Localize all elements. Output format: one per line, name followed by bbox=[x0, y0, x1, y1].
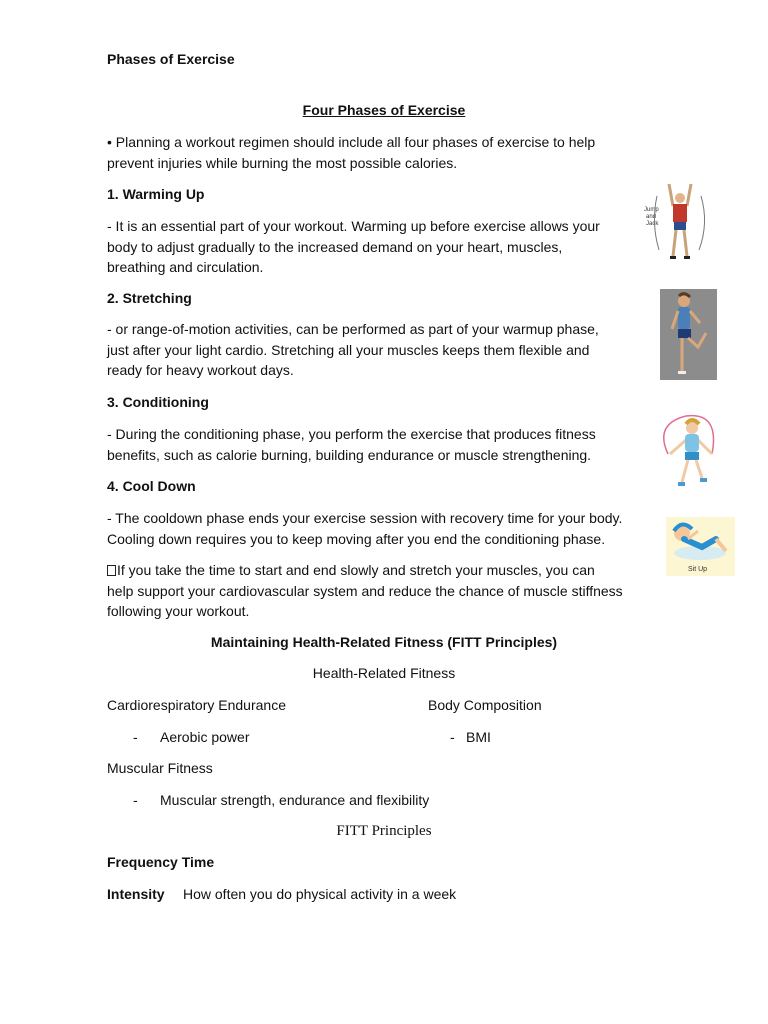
jump-rope-illustration bbox=[656, 414, 722, 496]
intensity-description: How often you do physical activity in a week bbox=[183, 886, 457, 902]
closing-line: following your workout. bbox=[107, 603, 250, 620]
aerobic-item: Aerobic power bbox=[160, 729, 250, 745]
list-dash: - bbox=[133, 792, 138, 808]
phase-line: body to adjust gradually to the increased demand on your heart, muscles, bbox=[107, 238, 563, 255]
phase-4-title: 4. Cool Down bbox=[107, 478, 196, 494]
intensity-label: Intensity bbox=[107, 886, 165, 902]
phase-line: breathing and circulation. bbox=[107, 259, 264, 276]
body-composition-label: Body Composition bbox=[428, 697, 542, 713]
fitt-section-heading: Maintaining Health-Related Fitness (FITT Principles) bbox=[210, 634, 558, 650]
sit-up-illustration bbox=[666, 517, 735, 576]
phase-line: - or range-of-motion activities, can be performed as part of your warmup phase, bbox=[107, 321, 599, 337]
phase-3-text bbox=[107, 424, 596, 465]
phase-line: - During the conditioning phase, you perform the exercise that produces fitness bbox=[107, 426, 596, 442]
phase-line: just after your light cardio. Stretching all your muscles keeps them flexible and bbox=[107, 341, 590, 358]
list-dash: - bbox=[133, 729, 138, 745]
intro-paragraph bbox=[107, 132, 595, 173]
closing-line: If you take the time to start and end slowly and stretch your muscles, you can bbox=[117, 562, 595, 578]
bmi-item: BMI bbox=[466, 729, 491, 745]
fitt-principles-title: FITT Principles bbox=[336, 823, 432, 839]
phase-line: - It is an essential part of your workout. Warming up before exercise allows your bbox=[107, 218, 600, 234]
section-subheading: Four Phases of Exercise bbox=[302, 102, 466, 118]
phase-line: ready for heavy workout days. bbox=[107, 362, 294, 379]
intro-line: • Planning a workout regimen should include all four phases of exercise to help bbox=[107, 134, 596, 150]
phase-2-title: 2. Stretching bbox=[107, 290, 192, 306]
missing-glyph-icon bbox=[107, 565, 116, 576]
phase-3-title: 3. Conditioning bbox=[107, 394, 209, 410]
phase-1-text bbox=[107, 216, 600, 278]
frequency-time-label: Frequency Time bbox=[107, 854, 215, 870]
illustration-caption: Jump bbox=[644, 207, 659, 213]
closing-paragraph bbox=[107, 560, 623, 622]
cardio-label: Cardiorespiratory Endurance bbox=[107, 697, 286, 713]
sit-up-caption: Sit Up bbox=[688, 566, 708, 573]
phase-4-text bbox=[107, 508, 622, 549]
document-heading: Phases of Exercise bbox=[107, 51, 235, 67]
closing-line: help support your cardiovascular system and reduce the chance of muscle stiffness bbox=[107, 582, 623, 599]
phase-line: benefits, such as calorie burning, building endurance or muscle strengthening. bbox=[107, 446, 592, 463]
svg-text:and: and bbox=[646, 214, 657, 220]
intro-line: prevent injuries while burning the most possible calories. bbox=[107, 154, 458, 171]
phase-2-text bbox=[107, 319, 599, 381]
muscular-fitness-label: Muscular Fitness bbox=[107, 760, 213, 776]
phase-line: Cooling down requires you to keep moving after you end the conditioning phase. bbox=[107, 530, 606, 547]
svg-text:Jack: Jack bbox=[646, 221, 659, 227]
jumping-jack-illustration bbox=[643, 178, 713, 268]
list-dash: - bbox=[450, 729, 455, 745]
phase-line: - The cooldown phase ends your exercise session with recovery time for your body. bbox=[107, 510, 623, 526]
hrf-heading: Health-Related Fitness bbox=[312, 665, 456, 681]
stretching-illustration bbox=[660, 289, 717, 380]
phase-1-title: 1. Warming Up bbox=[107, 186, 205, 202]
muscular-item: Muscular strength, endurance and flexibility bbox=[160, 792, 430, 808]
